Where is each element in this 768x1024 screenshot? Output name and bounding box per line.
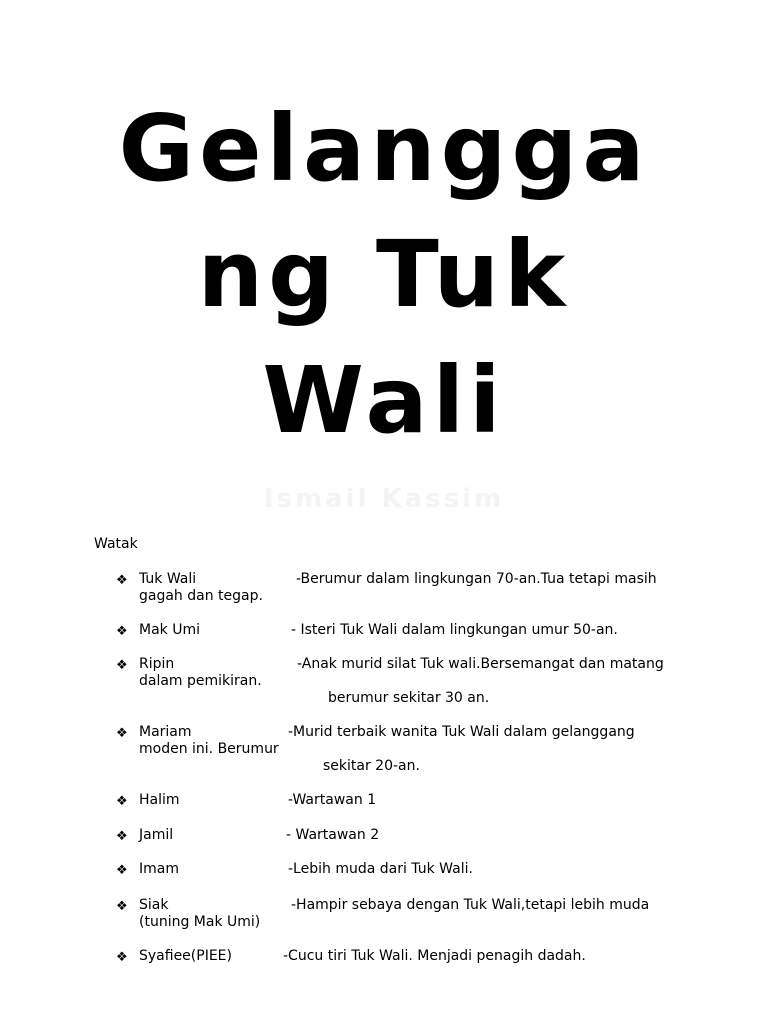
character-description-continued: gagah dan tegap. — [139, 588, 263, 604]
character-description-extra: berumur sekitar 30 an. — [328, 690, 490, 706]
character-name: Tuk Wali — [139, 571, 197, 587]
character-description: -Wartawan 1 — [288, 792, 377, 808]
character-name: Imam — [139, 861, 179, 877]
character-name: Ripin — [139, 656, 175, 672]
section-label: Watak — [94, 536, 138, 552]
character-name: Siak — [139, 897, 169, 913]
character-description: -Berumur dalam lingkungan 70-an.Tua tetapi masih — [296, 571, 657, 587]
faded-author-text: Ismail Kassim — [263, 484, 505, 514]
character-description: - Wartawan 2 — [286, 827, 380, 843]
bullet-icon: ❖ — [116, 794, 128, 809]
character-description: -Anak murid silat Tuk wali.Bersemangat dan matang — [297, 656, 664, 672]
bullet-icon: ❖ — [116, 950, 128, 965]
title-line-1: Gelangga — [118, 95, 650, 202]
title-line-3: Wali — [262, 347, 506, 454]
bullet-icon: ❖ — [116, 899, 128, 914]
title-line-2: ng Tuk — [197, 221, 571, 328]
bullet-icon: ❖ — [116, 658, 128, 673]
character-description-continued: (tuning Mak Umi) — [139, 914, 261, 930]
character-description-extra: sekitar 20-an. — [323, 758, 420, 774]
bullet-icon: ❖ — [116, 726, 128, 741]
character-description: - Isteri Tuk Wali dalam lingkungan umur 50-an. — [291, 622, 618, 638]
bullet-icon: ❖ — [116, 573, 128, 588]
character-name: Jamil — [139, 827, 174, 843]
bullet-icon: ❖ — [116, 829, 128, 844]
character-description-continued: dalam pemikiran. — [139, 673, 262, 689]
bullet-icon: ❖ — [116, 624, 128, 639]
character-description: -Hampir sebaya dengan Tuk Wali,tetapi lebih muda — [291, 897, 650, 913]
character-description-continued: moden ini. Berumur — [139, 741, 279, 757]
character-description: -Murid terbaik wanita Tuk Wali dalam gelanggang — [288, 724, 635, 740]
character-name: Halim — [139, 792, 180, 808]
character-name: Mak Umi — [139, 622, 200, 638]
bullet-icon: ❖ — [116, 863, 128, 878]
character-name: Syafiee(PIEE) — [139, 948, 232, 964]
character-description: -Lebih muda dari Tuk Wali. — [288, 861, 473, 877]
character-description: -Cucu tiri Tuk Wali. Menjadi penagih dadah. — [283, 948, 586, 964]
character-name: Mariam — [139, 724, 192, 740]
